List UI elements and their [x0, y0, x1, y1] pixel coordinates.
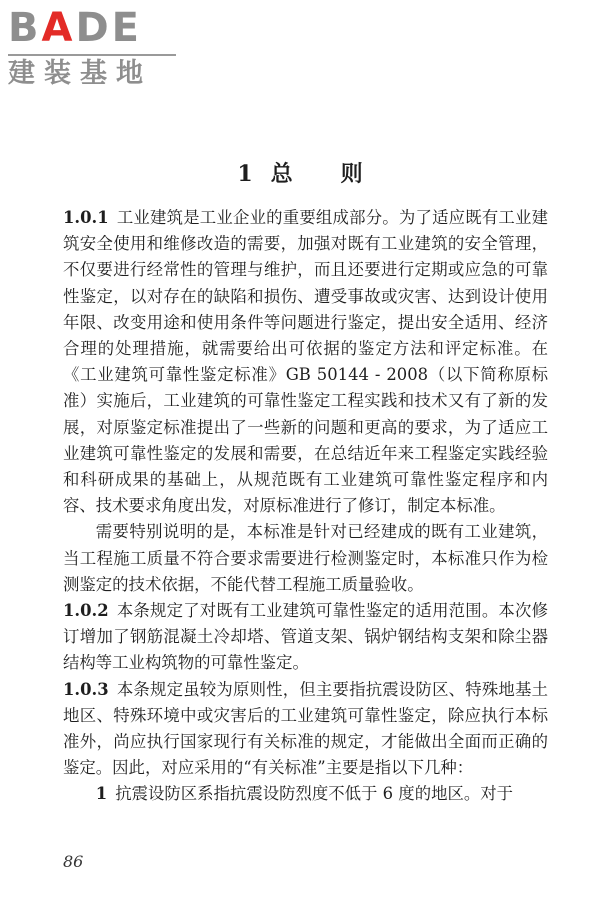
chapter-title-part1: 总 — [270, 160, 293, 187]
chapter-title — [0, 158, 600, 190]
clause-1-0-2 — [63, 598, 548, 677]
logo-divider — [8, 54, 176, 56]
clause-text: 本条规定虽较为原则性，但主要指抗震设防区、特殊地基土地区、特殊环境中或灾害后的工业建筑可靠性鉴定，除应执行本标准外，尚应执行国家现行有关标准的规定，才能做出全面而正确的鉴定。因此，对应采用的“有关标准”主要是指以下几种： — [63, 679, 548, 778]
page-number: 86 — [63, 852, 84, 871]
logo-chinese: 建装基地 — [8, 58, 152, 89]
item-text: 抗震设防区系指抗震设防烈度不低于 6 度的地区。对于 — [115, 784, 514, 804]
clause-number: 1.0.3 — [63, 679, 109, 699]
clause-text: 本条规定了对既有工业建筑可靠性鉴定的适用范围。本次修订增加了钢筋混凝土冷却塔、管道支架、锅炉钢结构支架和除尘器结构等工业构筑物的可靠性鉴定。 — [63, 601, 548, 673]
clause-text: 工业建筑是工业企业的重要组成部分。为了适应既有工业建筑安全使用和维修改造的需要，加强对既有工业建筑的安全管理，不仅要进行经常性的管理与维护，而且还要进行定期或应急的可靠性鉴定，以对存在的缺陷和损伤、遭受事故或灾害、达到设计使用年限、改变用途和使用条件等问题进行鉴定，提出安全适用、经济合理的处理措施，就需要给出可依据的鉴定方法和评定标准。在《工业建筑可靠性鉴定标准》GB 50144 - 2008（以下简称原标准）实施后，工业建筑的可靠性鉴定工程实践和技术又有了新的发展，对原鉴定标准提出了一些新的问题和更高的要求，为了适应工业建筑可靠性鉴定的发展和需要，在总结近年来工程鉴定实践经验和科研成果的基础上，从规范既有工业建筑可靠性鉴定程序和内容、技术要求角度出发，对原标准进行了修订，制定本标准。 — [63, 208, 548, 516]
clause-1-0-3 — [63, 677, 548, 782]
body-text — [63, 205, 548, 808]
bade-logo — [8, 6, 178, 90]
clause-number: 1.0.1 — [63, 208, 109, 227]
logo-wordmark: BADE — [8, 5, 142, 51]
clause-1-0-1-note — [63, 519, 548, 598]
clause-text: 需要特别说明的是，本标准是针对已经建成的既有工业建筑，当工程施工质量不符合要求需要进行检测鉴定时，本标准只作为检测鉴定的技术依据，不能代替工程施工质量验收。 — [63, 522, 548, 594]
chapter-number: 1 — [237, 160, 253, 187]
clause-1-0-1 — [63, 205, 548, 519]
list-item-1 — [63, 781, 548, 807]
clause-number: 1.0.2 — [63, 601, 109, 621]
chapter-title-part2: 则 — [340, 160, 363, 187]
item-number: 1 — [95, 784, 108, 804]
